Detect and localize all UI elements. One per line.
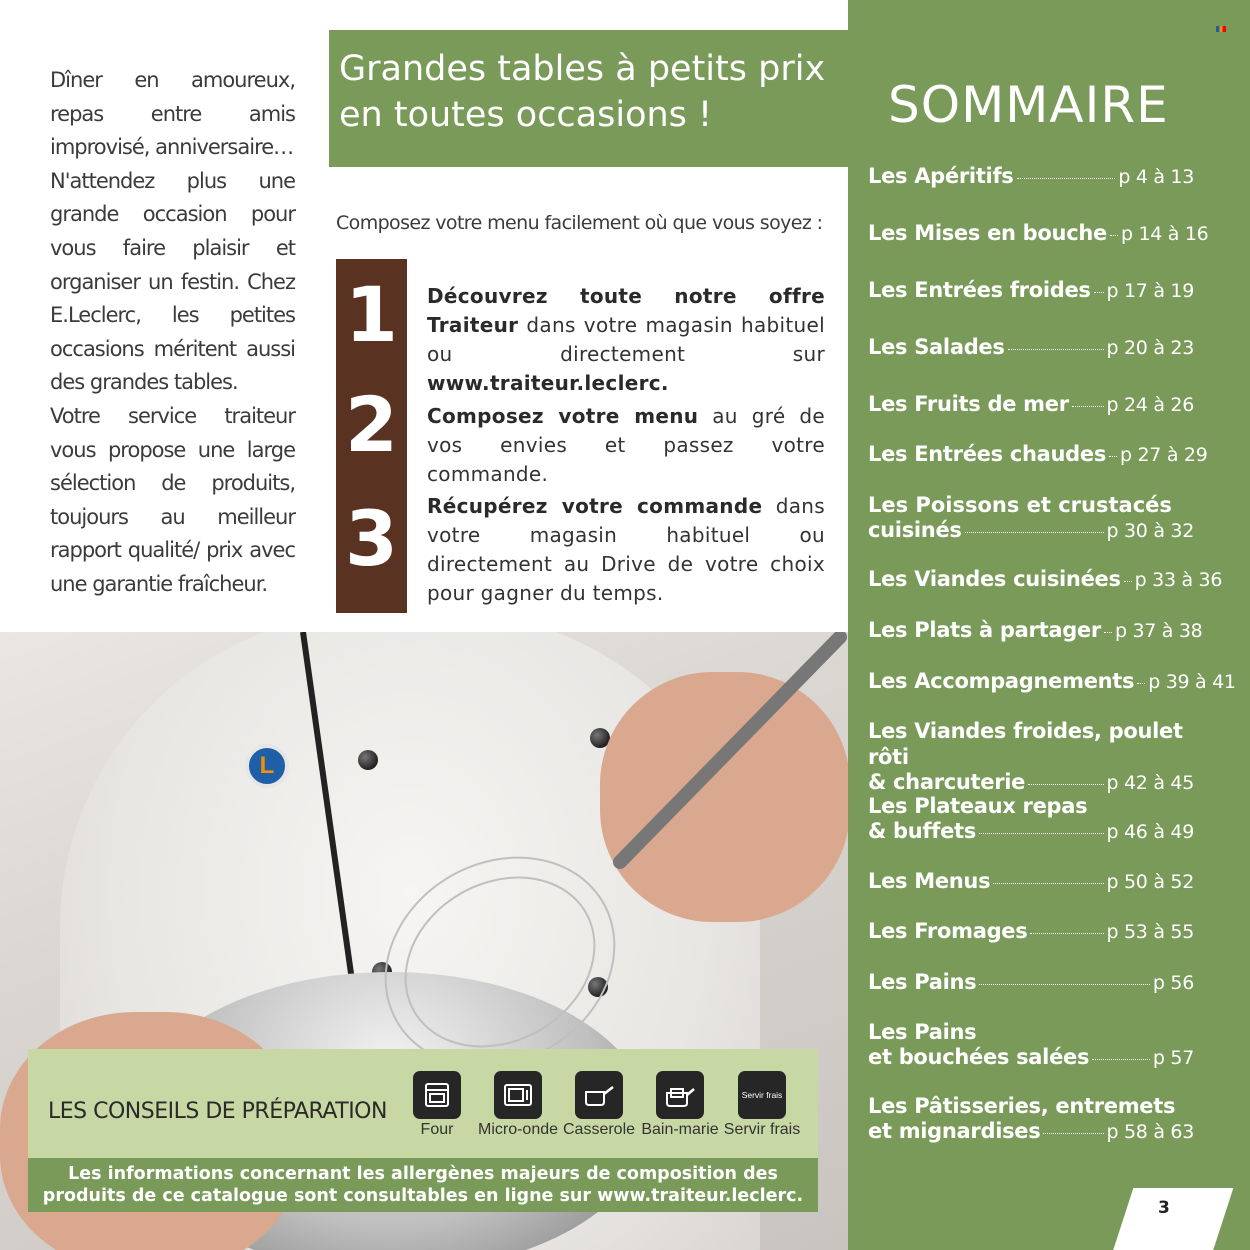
headline-banner: Grandes tables à petits prix en toutes occasions ! [329, 30, 848, 167]
toc-page: p 20 à 23 [1106, 337, 1194, 359]
toc-title-line1: Les Plateaux repas [868, 794, 1088, 818]
toc-page: p 27 à 29 [1120, 444, 1208, 466]
page-number: 3 [1158, 1198, 1170, 1218]
toc-item-fromages[interactable] [868, 919, 1194, 945]
toc-leader [1008, 349, 1104, 350]
toc-page: p 57 [1152, 1047, 1194, 1069]
step-number-1: 1 [345, 270, 398, 359]
toc-page: p 56 [1152, 972, 1194, 994]
toc-title: Les Entrées chaudes [868, 442, 1107, 466]
toc-page: p 24 à 26 [1106, 394, 1194, 416]
step-3-text [427, 492, 825, 608]
toc-page: p 14 à 16 [1120, 223, 1209, 245]
intro-text [50, 64, 295, 602]
toc-page: p 30 à 32 [1106, 520, 1194, 542]
toc-page: p 50 à 52 [1106, 871, 1194, 893]
oven-icon [413, 1071, 461, 1119]
toc-leader [993, 883, 1103, 884]
toc-page: p 37 à 38 [1114, 620, 1203, 642]
toc-title: Les Fruits de mer [868, 392, 1069, 416]
toc-page: p 33 à 36 [1134, 569, 1223, 591]
toc-title: Les Salades [868, 335, 1005, 359]
prep-label-servir-frais: Servir frais [723, 1121, 801, 1138]
leclerc-logo-badge: L [245, 744, 289, 788]
toc-page: p 42 à 45 [1106, 772, 1194, 794]
toc-title-line1: Les Pains [868, 1020, 977, 1044]
step-1-bold: Découvrez toute notre offre Traiteur [427, 284, 825, 337]
toc-item-salades[interactable] [868, 335, 1194, 361]
toc-leader [1110, 235, 1118, 236]
toc-title: Les Viandes cuisinées [868, 567, 1121, 591]
step-1-text [427, 282, 825, 398]
toc-item-plats-a-partager[interactable] [868, 618, 1203, 644]
toc-leader [1028, 784, 1103, 785]
toc-title: Les Menus [868, 869, 991, 893]
toc-page: p 58 à 63 [1106, 1121, 1194, 1143]
toc-title-line1: Les Pâtisseries, entremets [868, 1094, 1176, 1118]
toc-title: Les Fromages [868, 919, 1028, 943]
toc-item-poissons-crustaces[interactable] [868, 492, 1194, 544]
prep-label-casserole: Casserole [562, 1121, 636, 1138]
serve-cold-icon-text: Servir frais [741, 1090, 783, 1100]
whisk-handle [560, 632, 848, 872]
toc-page: p 46 à 49 [1106, 821, 1194, 843]
step-number-2: 2 [345, 380, 398, 469]
toc-title: Les Accompagnements [868, 669, 1135, 693]
preparation-tips-title: LES CONSEILS DE PRÉPARATION [48, 1099, 387, 1124]
step-2-bold: Composez votre menu [427, 404, 699, 428]
toc-leader [1094, 292, 1104, 293]
toc-leader [1030, 933, 1103, 934]
toc-title: Les Entrées froides [868, 278, 1091, 302]
prep-label-bain-marie: Bain-marie [641, 1121, 719, 1138]
toc-item-aperitifs[interactable] [868, 164, 1194, 190]
toc-item-viandes-froides[interactable] [868, 718, 1194, 796]
toc-title-line1: Les Viandes froides, poulet rôti [868, 719, 1183, 769]
toc-title-line2: & charcuterie [868, 770, 1026, 794]
step-2-text [427, 402, 825, 489]
toc-item-pains[interactable] [868, 970, 1194, 996]
toc-leader [1109, 456, 1117, 457]
toc-leader [1092, 1059, 1150, 1060]
prep-label-four: Four [420, 1121, 454, 1138]
bain-marie-icon [656, 1071, 704, 1119]
toc-page: p 17 à 19 [1106, 280, 1194, 302]
toc-item-pains-bouchees[interactable] [868, 1019, 1194, 1071]
page-number-tab [1111, 1188, 1234, 1250]
toc-leader [1017, 178, 1116, 179]
prep-item-micro-onde [473, 1071, 563, 1139]
prep-label-micro-onde: Micro-onde [477, 1121, 559, 1138]
toc-leader [979, 984, 1150, 985]
step-2-body: au gré de vos envies et passez votre commande. [427, 404, 825, 486]
toc-leader [1137, 683, 1145, 684]
toc-title: Les Plats à partager [868, 618, 1101, 642]
toc-title: Les Apéritifs [868, 164, 1014, 188]
intro-paragraph-3: Votre service traiteur vous propose une large sélection de produits, toujours au meilleur rapport qualité/ prix avec une garantie fraîcheur. [50, 403, 295, 596]
toc-leader [1124, 581, 1132, 582]
step-1-link[interactable]: www.traiteur.leclerc. [427, 371, 669, 395]
saucepan-icon [575, 1071, 623, 1119]
jacket-button [358, 750, 378, 770]
toc-item-menus[interactable] [868, 869, 1194, 895]
intro-paragraph-1: Dîner en amoureux, repas entre amis improvisé, anniversaire… [50, 68, 295, 160]
allergens-notice: Les informations concernant les allergènes majeurs de composition des produits de ce catalogue sont consultables en ligne sur www.traiteur.leclerc. [28, 1158, 818, 1212]
serve-cold-icon [738, 1071, 786, 1119]
step-1-body: dans votre magasin habituel ou directement sur [427, 313, 825, 366]
toc-page: p 4 à 13 [1118, 166, 1194, 188]
toc-leader [1104, 632, 1112, 633]
toc-page: p 53 à 55 [1106, 921, 1194, 943]
prep-item-servir-frais [717, 1071, 807, 1139]
toc-item-entrees-chaudes[interactable] [868, 442, 1208, 468]
toc-item-fruits-de-mer[interactable] [868, 392, 1194, 418]
toc-title: Les Pains [868, 970, 977, 994]
compose-intro: Composez votre menu facilement où que vous soyez : [336, 212, 823, 234]
toc-item-mises-en-bouche[interactable] [868, 221, 1209, 247]
toc-item-entrees-froides[interactable] [868, 278, 1194, 304]
toc-item-viandes-cuisinees[interactable] [868, 567, 1223, 593]
toc-title-line1: Les Poissons et crustacés [868, 493, 1172, 517]
toc-item-accompagnements[interactable] [868, 669, 1236, 695]
intro-paragraph-2: N'attendez plus une grande occasion pour vous faire plaisir et organiser un festin. Chez E.Leclerc, les petites occasions méritent aussi des grandes tables. [50, 168, 295, 395]
sommaire-title: SOMMAIRE [888, 76, 1169, 134]
prep-item-casserole [554, 1071, 644, 1139]
step-number-3: 3 [345, 494, 398, 583]
toc-item-patisseries[interactable] [868, 1093, 1194, 1145]
toc-title: Les Mises en bouche [868, 221, 1107, 245]
toc-title-line2: et mignardises [868, 1119, 1041, 1143]
toc-leader [965, 532, 1104, 533]
preparation-tips-box [28, 1049, 818, 1158]
leclerc-mark-icon [1216, 26, 1226, 32]
toc-leader [1072, 406, 1104, 407]
toc-leader [979, 833, 1104, 834]
step-3-bold: Récupérez votre commande [427, 494, 763, 518]
toc-leader [1043, 1133, 1103, 1134]
prep-item-bain-marie [635, 1071, 725, 1139]
toc-title-line2: et bouchées salées [868, 1045, 1090, 1069]
prep-item-four [392, 1071, 482, 1139]
toc-title [868, 492, 1194, 518]
toc-page: p 39 à 41 [1148, 671, 1236, 693]
toc-item-plateaux-repas[interactable] [868, 793, 1194, 845]
toc-title-line2: & buffets [868, 819, 976, 843]
step-3-body: dans votre magasin habituel ou directement au Drive de votre choix pour gagner du temps. [427, 494, 825, 605]
microwave-icon [494, 1071, 542, 1119]
toc-title-line2: cuisinés [868, 518, 962, 542]
